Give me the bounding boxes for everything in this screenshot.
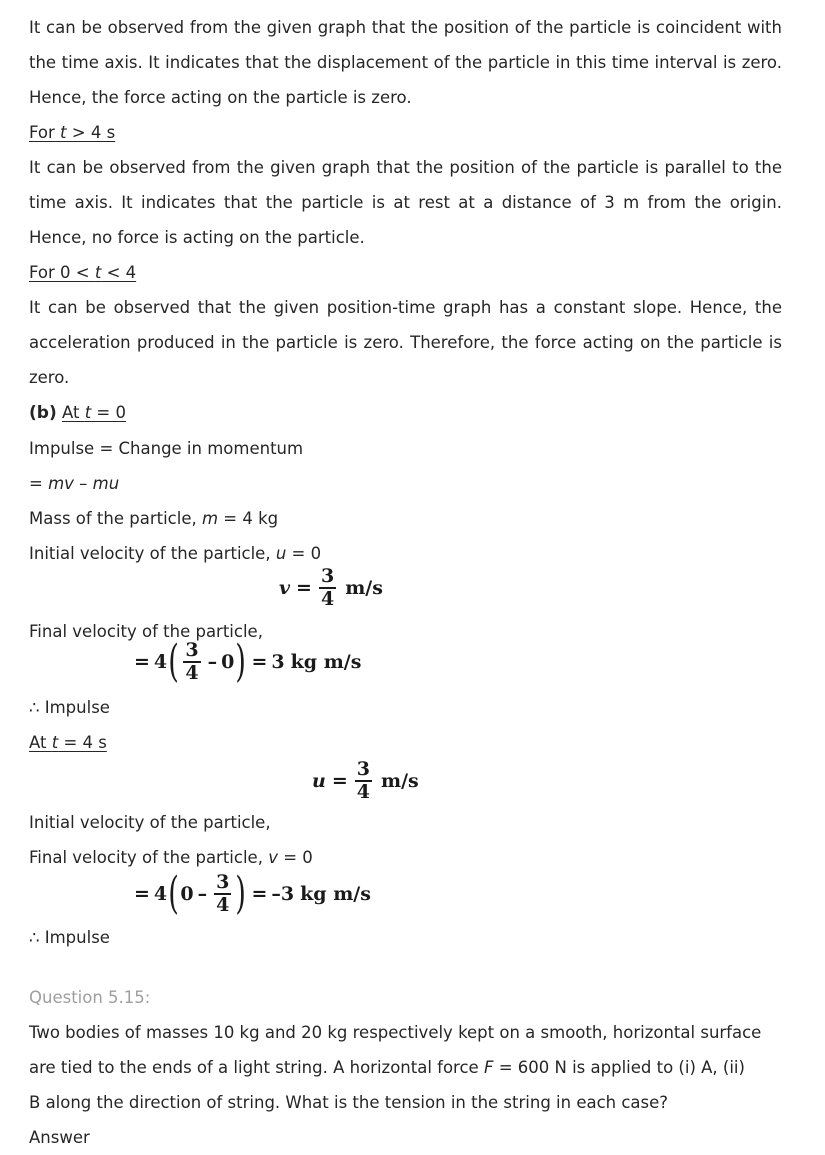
- paren-close: ): [235, 868, 247, 920]
- line-initial-velocity-label: Initial velocity of the particle,: [29, 813, 271, 832]
- fraction-three-fourths: [214, 873, 231, 915]
- line-impulse-definition: Impulse = Change in momentum: [29, 439, 304, 458]
- heading-prefix: For 0 <: [29, 263, 95, 282]
- fraction-three-fourths: [355, 760, 372, 802]
- math-equals: =: [296, 576, 312, 599]
- paragraph-parallel-time-axis: It can be observed from the given graph that the position of the particle is parallel to the time axis. It indicates that the particle is at rest at a distance of 3 m from the origin. Hence, no force is acting on the particle.: [29, 158, 782, 247]
- fraction-three-fourths: [319, 567, 336, 609]
- paren-open: (: [168, 868, 180, 920]
- part-b-label: (b): [29, 403, 57, 423]
- math-minus: –: [207, 650, 218, 673]
- fraction-three-fourths: [183, 641, 200, 683]
- math-result: –3: [271, 882, 295, 905]
- final-velocity-value: = 0: [277, 848, 313, 867]
- line-initial-velocity-zero: [29, 536, 782, 571]
- final-velocity-prefix: Final velocity of the particle,: [29, 848, 269, 867]
- term-mu: mu: [92, 474, 120, 493]
- math-u-equals-three-fourths: [312, 760, 419, 802]
- math-equals-1: =: [134, 650, 150, 673]
- math-unit-kgms: kg m/s: [300, 882, 371, 905]
- term-mv: mv: [48, 474, 74, 493]
- fraction-denominator: 4: [356, 781, 370, 803]
- line-impulse-label-2: ∴ Impulse: [29, 928, 110, 947]
- math-unit-kgms: kg m/s: [290, 650, 362, 673]
- minus-sign: –: [73, 474, 93, 493]
- math-equals-1: =: [134, 882, 150, 905]
- paren-open: (: [168, 636, 180, 688]
- question-body-line-2: [29, 1050, 782, 1085]
- math-v-equals-three-fourths: [279, 567, 383, 609]
- math-equals-2: =: [251, 882, 268, 905]
- math-unit-ms: m/s: [380, 769, 419, 792]
- question-heading: Question 5.15:: [29, 988, 151, 1007]
- heading-for-0-lt-t-lt-4: [29, 255, 782, 290]
- fraction-denominator: 4: [216, 894, 230, 916]
- paren-close: ): [235, 636, 247, 688]
- answer-label: Answer: [29, 1128, 90, 1147]
- heading-variable: t: [51, 733, 59, 752]
- line-impulse-label-1: ∴ Impulse: [29, 698, 110, 717]
- heading-prefix: At: [29, 733, 52, 752]
- heading-prefix: For: [29, 123, 61, 142]
- fraction-numerator: 3: [216, 871, 230, 893]
- paragraph-constant-slope: It can be observed that the given position-time graph has a constant slope. Hence, the acceleration produced in the particle is zero. Therefore, the force acting on the particle is zero.: [29, 298, 782, 387]
- paragraph-coincident-time-axis: It can be observed from the given graph that the position of the particle is coincident with the time axis. It indicates that the displacement of the particle in this time interval is zero. Hence, the force acting on the particle is zero.: [29, 18, 782, 107]
- mass-variable: m: [201, 509, 219, 528]
- heading-at-t-4s: [29, 725, 782, 760]
- math-impulse-negative: [130, 868, 371, 920]
- math-equals: =: [331, 769, 348, 792]
- math-equals-2: =: [251, 650, 268, 673]
- force-variable: F: [483, 1058, 494, 1077]
- heading-prefix: At: [61, 403, 85, 422]
- heading-rest: > 4 s: [66, 123, 116, 142]
- initial-velocity-value: = 0: [286, 544, 322, 563]
- heading-for-t-greater-4: [29, 115, 782, 150]
- initial-velocity-prefix: Initial velocity of the particle,: [29, 544, 276, 563]
- fraction-denominator: 4: [185, 662, 199, 684]
- initial-velocity-variable: u: [275, 544, 287, 563]
- fraction-denominator: 4: [320, 588, 335, 610]
- math-result: 3: [271, 650, 285, 673]
- math-zero: 0: [221, 650, 235, 673]
- row-initial-velocity-fraction: [29, 758, 782, 807]
- question-body-line-1: Two bodies of masses 10 kg and 20 kg respectively kept on a smooth, horizontal surface: [29, 1023, 762, 1042]
- row-impulse-at-t-4: [29, 868, 782, 925]
- heading-part-b-at-t-0: [29, 395, 782, 431]
- fraction-numerator: 3: [185, 639, 199, 661]
- question-body-2b: = 600 N is applied to (i) A, (ii): [493, 1058, 745, 1077]
- heading-variable: t: [60, 123, 67, 142]
- equals-prefix: =: [29, 474, 49, 493]
- math-impulse-positive: [130, 636, 362, 688]
- heading-rest: = 4 s: [58, 733, 107, 752]
- line-final-velocity-zero: [29, 840, 782, 875]
- question-body-2a: are tied to the ends of a light string. A horizontal force: [29, 1058, 484, 1077]
- math-zero: 0: [180, 882, 194, 905]
- math-minus: –: [197, 882, 208, 905]
- math-coefficient: 4: [153, 882, 168, 905]
- math-coefficient: 4: [153, 650, 168, 673]
- row-impulse-at-t-0: [29, 636, 782, 695]
- line-mv-minus-mu: [29, 466, 782, 501]
- question-body-line-3: B along the direction of string. What is the tension in the string in each case?: [29, 1093, 669, 1112]
- math-unit-ms: m/s: [345, 576, 383, 599]
- fraction-numerator: 3: [356, 758, 370, 780]
- fraction-numerator: 3: [320, 565, 335, 587]
- line-final-velocity-label: Final velocity of the particle,: [29, 622, 263, 641]
- heading-rest: = 0: [91, 403, 126, 422]
- row-final-velocity-fraction: [29, 565, 782, 616]
- heading-variable: t: [94, 263, 102, 282]
- heading-variable: t: [84, 403, 92, 422]
- math-variable-u: u: [312, 769, 326, 792]
- line-mass-of-particle: [29, 501, 782, 536]
- mass-value: = 4 kg: [218, 509, 279, 528]
- mass-prefix: Mass of the particle,: [29, 509, 202, 528]
- heading-rest: < 4: [101, 263, 137, 282]
- final-velocity-variable: v: [268, 848, 278, 867]
- math-variable-v: v: [279, 576, 291, 599]
